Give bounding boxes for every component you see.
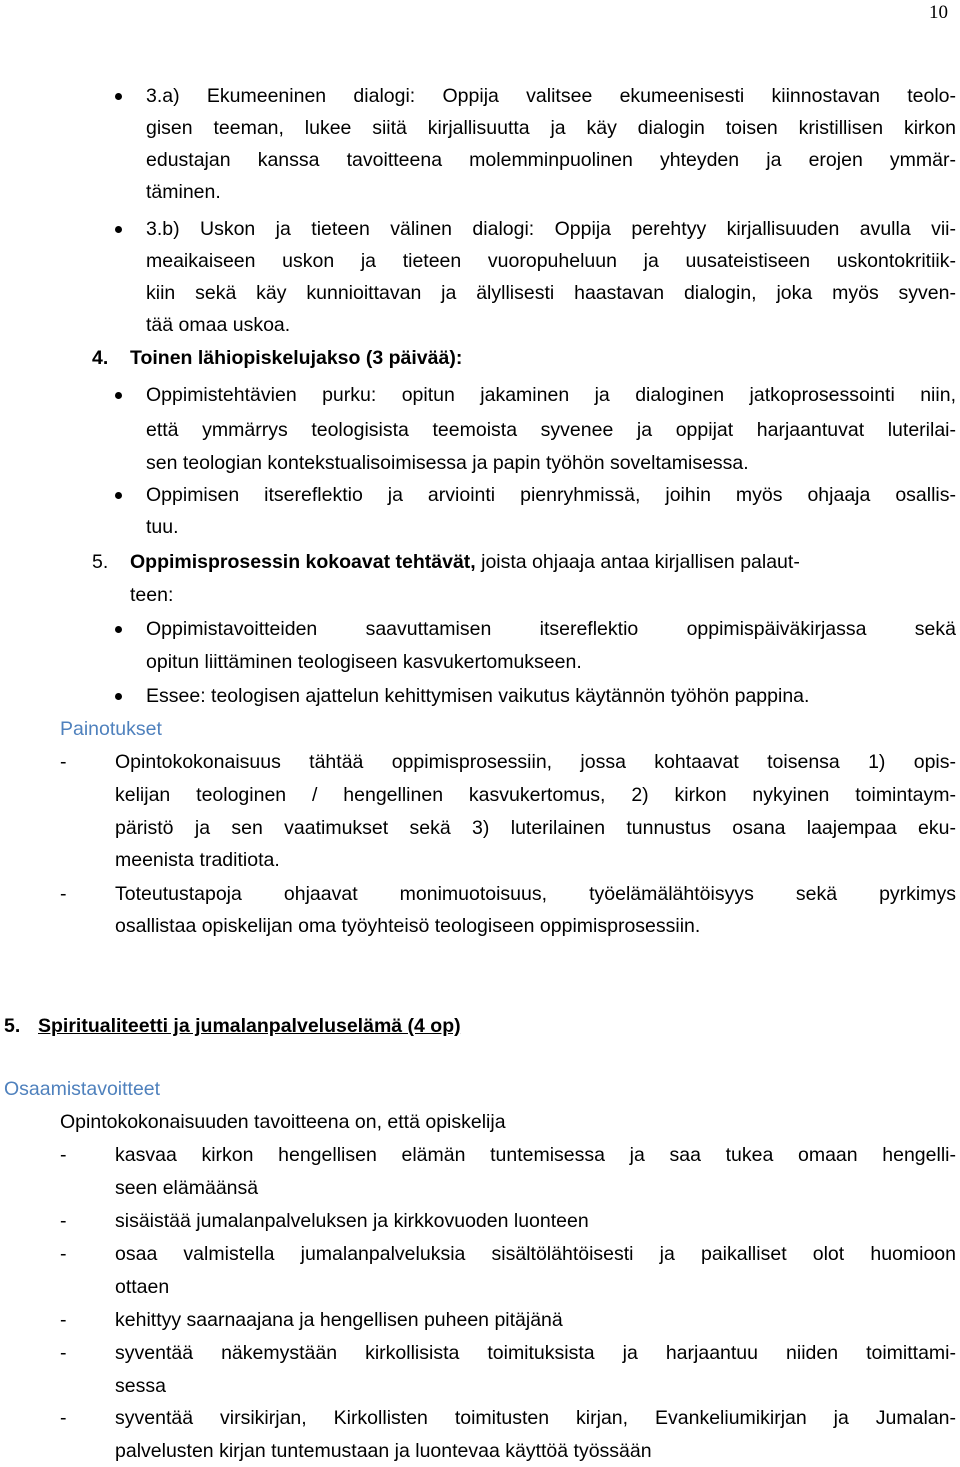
painotukset-p2-line: Toteutustapoja ohjaavat monimuotoisuus, työelämälähtöisyys sekä pyrkimys [115,883,956,905]
item-5-line [130,551,800,573]
item-5-bullet2-line: Essee: teologisen ajattelun kehittymisen vaikutus käytännön työhön pappina. [146,685,810,707]
dash-marker: - [60,1210,67,1232]
bullet-icon [115,93,122,100]
painotukset-heading: Painotukset [60,718,162,740]
item-4-bullet2-line: tuu. [146,516,179,538]
item-3b-line: kiin sekä käy kunnioittavan ja älyllisesti haastavan dialogin, joka myös syven- [146,282,956,304]
goal-line: sessa [115,1375,166,1397]
item-5-rest: joista ohjaaja antaa kirjallisen palaut- [475,551,800,573]
dash-marker: - [60,883,67,905]
painotukset-p1-line: kelijan teologinen / hengellinen kasvukertomus, 2) kirkon nykyinen toimintaym- [115,784,956,806]
page-number: 10 [929,2,948,23]
item-5-bullet1-line: opitun liittäminen teologiseen kasvukertomukseen. [146,651,582,673]
goal-line: kehittyy saarnaajana ja hengellisen puheen pitäjänä [115,1309,563,1331]
painotukset-p1-line: meenista traditiota. [115,849,280,871]
item-4-title: Toinen lähiopiskelujakso (3 päivää): [130,347,463,369]
item-4-bullet2-line: Oppimisen itsereflektio ja arviointi pienryhmissä, joihin myös ohjaaja osallis- [146,484,956,506]
section-5-title: Spiritualiteetti ja jumalanpalveluselämä (4 op) [38,1015,461,1037]
goal-line: kasvaa kirkon hengellisen elämän tuntemisessa ja saa tukea omaan hengelli- [115,1144,956,1166]
dash-marker: - [60,1407,67,1429]
dash-marker: - [60,1342,67,1364]
painotukset-p2-line: osallistaa opiskelijan oma työyhteisö teologiseen oppimisprosessiin. [115,915,701,937]
bullet-icon [115,492,122,499]
item-5-number: 5. [92,551,109,573]
item-4-bullet1-line: että ymmärrys teologisista teemoista syvenee ja oppijat harjaantuvat luterilai- [146,419,956,441]
goal-line: palvelusten kirjan tuntemustaan ja luontevaa käyttöä työssään [115,1440,652,1462]
osaamistavoitteet-heading: Osaamistavoitteet [4,1078,161,1100]
osaamistavoitteet-intro: Opintokokonaisuuden tavoitteena on, että opiskelija [60,1111,506,1133]
goal-line: osaa valmistella jumalanpalveluksia sisältölähtöisesti ja paikalliset olot huomioon [115,1243,956,1265]
goal-line: seen elämäänsä [115,1177,259,1199]
item-5-line2: teen: [130,584,174,606]
item-3a-line: edustajan kanssa tavoitteena molemminpuolinen yhteyden ja erojen ymmär- [146,149,956,171]
painotukset-p1-line: Opintokokonaisuus tähtää oppimisprosessiin, jossa kohtaavat toisensa 1) opis- [115,751,956,773]
bullet-icon [115,226,122,233]
item-3b-line: tää omaa uskoa. [146,314,291,336]
dash-marker: - [60,751,67,773]
item-4-bullet1-line: sen teologian kontekstualisoimisessa ja papin työhön soveltamisessa. [146,452,749,474]
item-5-title: Oppimisprosessin kokoavat tehtävät, [130,551,476,573]
bullet-icon [115,392,122,399]
dash-marker: - [60,1243,67,1265]
item-5-bullet1-line: Oppimistavoitteiden saavuttamisen itsereflektio oppimispäiväkirjassa sekä [146,618,956,640]
dash-marker: - [60,1309,67,1331]
item-3a-line: gisen teeman, lukee siitä kirjallisuutta ja käy dialogin toisen kristillisen kirkon [146,117,956,139]
item-3a-line: 3.a) Ekumeeninen dialogi: Oppija valitsee ekumeenisesti kiinnostavan teolo- [146,85,956,107]
bullet-icon [115,693,122,700]
item-3a-line: täminen. [146,181,221,203]
goal-line: syventää näkemystään kirkollisista toimituksista ja harjaantuu niiden toimittami- [115,1342,956,1364]
bullet-icon [115,626,122,633]
section-5-number: 5. [4,1015,21,1037]
goal-line: syventää virsikirjan, Kirkollisten toimitusten kirjan, Evankeliumikirjan ja Jumalan- [115,1407,956,1429]
painotukset-p1-line: päristö ja sen vaatimukset sekä 3) luterilainen tunnustus osana laajempaa eku- [115,817,956,839]
item-4-number: 4. [92,347,109,369]
item-3b-line: 3.b) Uskon ja tieteen välinen dialogi: Oppija perehtyy kirjallisuuden avulla vii- [146,218,956,240]
dash-marker: - [60,1144,67,1166]
item-4-bullet1-line: Oppimistehtävien purku: opitun jakaminen ja dialoginen jatkoprosessointi niin, [146,384,956,406]
goal-line: ottaen [115,1276,170,1298]
item-3b-line: meaikaiseen uskon ja tieteen vuoropuheluun ja uusateistiseen uskontokritiik- [146,250,956,272]
goal-line: sisäistää jumalanpalveluksen ja kirkkovuoden luonteen [115,1210,589,1232]
